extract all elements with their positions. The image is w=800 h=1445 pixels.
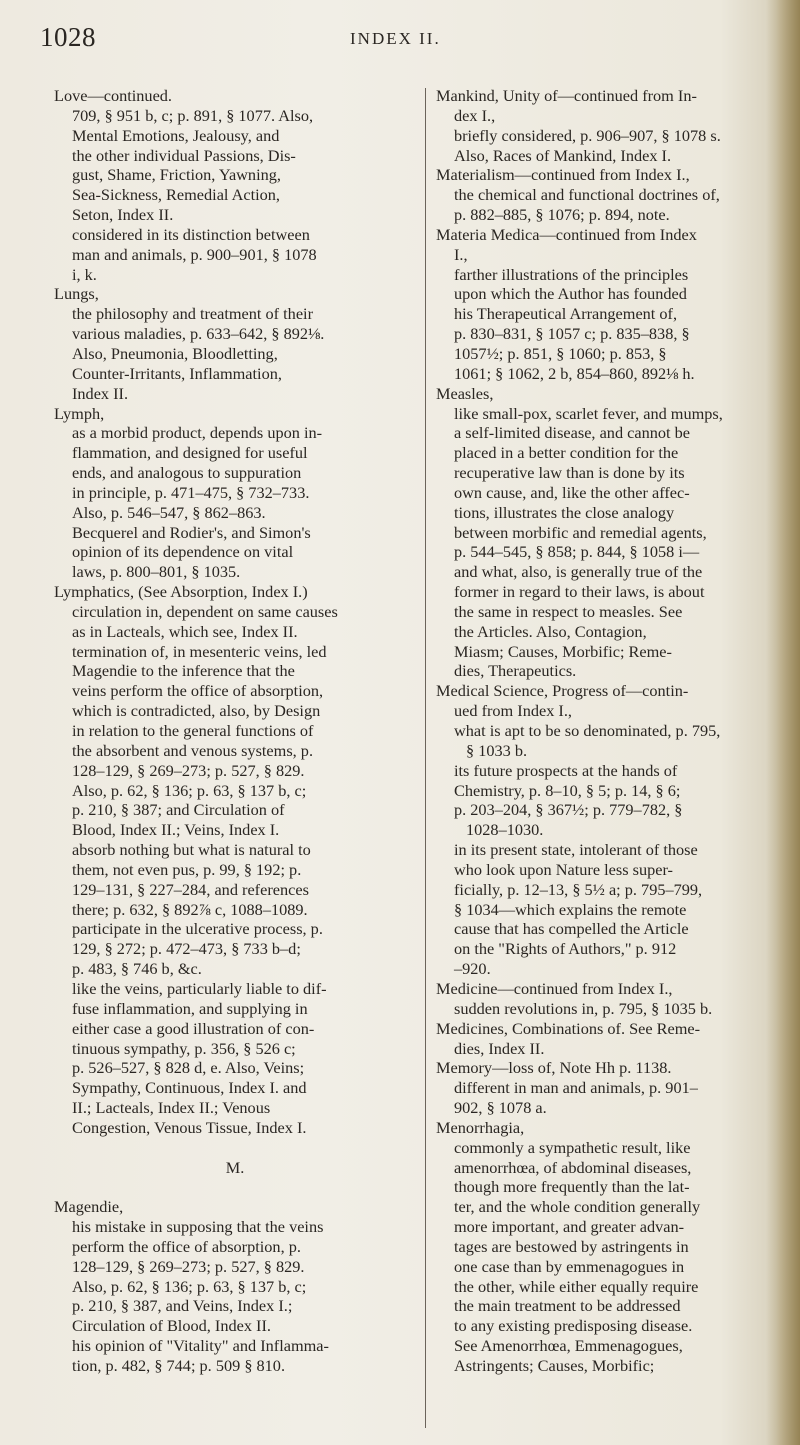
index-entry-line: I.,	[454, 244, 468, 264]
index-entry-line: II.; Lacteals, Index II.; Venous	[72, 1098, 271, 1118]
index-entry-heading: Measles,	[436, 383, 494, 403]
index-entry-line: placed in a better condition for the	[454, 443, 679, 463]
index-entry-heading: Lungs,	[54, 284, 99, 304]
index-entry-line: Also, Races of Mankind, Index I.	[454, 145, 672, 165]
index-entry-line: either case a good illustration of con-	[72, 1018, 315, 1038]
index-entry-line: dex I.,	[454, 105, 496, 125]
index-entry-line: circulation in, dependent on same causes	[72, 601, 338, 621]
index-entry-line: p. 526–527, § 828 d, e. Also, Veins;	[72, 1058, 305, 1078]
index-entry-line: between morbific and remedial agents,	[454, 522, 707, 542]
index-entry-line: like the veins, particularly liable to dif-	[72, 978, 327, 998]
index-entry-line: tages are bestowed by astringents in	[454, 1236, 689, 1256]
index-entry-line: own cause, and, like the other affec-	[454, 482, 690, 502]
index-entry-heading: Materialism—continued from Index I.,	[436, 165, 690, 185]
index-entry-line	[54, 1177, 416, 1197]
index-entry-line: laws, p. 800–801, § 1035.	[72, 562, 241, 582]
index-entry-line: flammation, and designed for useful	[72, 443, 308, 463]
index-entry-line: his opinion of "Vitality" and Inflamma-	[72, 1336, 329, 1356]
index-entry-line: Seton, Index II.	[72, 205, 174, 225]
index-entry-heading: Materia Medica—continued from Index	[436, 224, 697, 244]
right-column	[436, 86, 786, 1376]
index-entry-line: recuperative law than is done by its	[454, 463, 685, 483]
index-entry-line: Sea-Sickness, Remedial Action,	[72, 185, 280, 205]
index-entry-line: termination of, in mesenteric veins, led	[72, 641, 327, 661]
index-entry-heading: Medicine—continued from Index I.,	[436, 978, 673, 998]
index-entry-line: like small-pox, scarlet fever, and mumps,	[454, 403, 723, 423]
index-entry-line: Also, Pneumonia, Bloodletting,	[72, 343, 278, 363]
index-entry-heading: Lymph,	[54, 403, 105, 423]
index-entry-line: Becquerel and Rodier's, and Simon's	[72, 522, 311, 542]
index-entry-line: 1057½; p. 851, § 1060; p. 853, §	[454, 343, 667, 363]
index-entry-line: his mistake in supposing that the veins	[72, 1217, 324, 1237]
index-entry-line: Circulation of Blood, Index II.	[72, 1316, 271, 1336]
index-entry-line: tinuous sympathy, p. 356, § 526 c;	[72, 1038, 296, 1058]
index-entry-heading: Mankind, Unity of—continued from In-	[436, 86, 697, 105]
index-entry-line: Sympathy, Continuous, Index I. and	[72, 1078, 307, 1098]
index-entry-line: upon which the Author has founded	[454, 284, 687, 304]
index-entry-heading: Lymphatics, (See Absorption, Index I.)	[54, 582, 308, 602]
index-entry-heading: Medical Science, Progress of—contin-	[436, 681, 689, 701]
index-entry-line: man and animals, p. 900–901, § 1078	[72, 244, 317, 264]
index-entry-heading: Menorrhagia,	[436, 1117, 525, 1137]
index-entry-line: sudden revolutions in, p. 795, § 1035 b.	[454, 998, 713, 1018]
index-entry-line: considered in its distinction between	[72, 224, 310, 244]
index-entry-line: Blood, Index II.; Veins, Index I.	[72, 820, 280, 840]
index-entry-heading: Magendie,	[54, 1197, 124, 1217]
index-entry-line: amenorrhœa, of abdominal diseases,	[454, 1157, 692, 1177]
index-entry-line: absorb nothing but what is natural to	[72, 840, 311, 860]
index-entry-line: Mental Emotions, Jealousy, and	[72, 125, 280, 145]
index-entry-line: perform the office of absorption, p.	[72, 1236, 301, 1256]
index-entry-line: gust, Shame, Friction, Yawning,	[72, 165, 281, 185]
index-entry-line: Magendie to the inference that the	[72, 661, 295, 681]
index-entry-line: former in regard to their laws, is about	[454, 582, 705, 602]
index-entry-line: commonly a sympathetic result, like	[454, 1137, 691, 1157]
index-entry-line: Index II.	[72, 383, 129, 403]
index-entry-line: 902, § 1078 a.	[454, 1098, 547, 1118]
index-entry-line: 128–129, § 269–273; p. 527, § 829.	[72, 1256, 305, 1276]
index-entry-line: the other individual Passions, Dis-	[72, 145, 296, 165]
index-entry-line: as a morbid product, depends upon in-	[72, 423, 323, 443]
index-entry-line: different in man and animals, p. 901–	[454, 1078, 698, 1098]
index-entry-line: Congestion, Venous Tissue, Index I.	[72, 1117, 307, 1137]
index-entry-line	[54, 1138, 416, 1158]
index-entry-line: in principle, p. 471–475, § 732–733.	[72, 482, 310, 502]
index-entry-line: various maladies, p. 633–642, § 892⅛.	[72, 324, 325, 344]
running-title: INDEX II.	[350, 29, 441, 48]
index-entry-line: 129, § 272; p. 472–473, § 733 b–d;	[72, 939, 301, 959]
index-entry-line: opinion of its dependence on vital	[72, 542, 294, 562]
index-entry-line: ends, and analogous to suppuration	[72, 463, 302, 483]
index-entry-line: Counter-Irritants, Inflammation,	[72, 363, 282, 383]
index-entry-heading: Memory—loss of, Note Hh p. 1138.	[436, 1058, 672, 1078]
index-entry-line: participate in the ulcerative process, p.	[72, 919, 323, 939]
index-entry-line: p. 210, § 387, and Veins, Index I.;	[72, 1296, 293, 1316]
index-entry-heading: Medicines, Combinations of. See Reme-	[436, 1018, 701, 1038]
index-entry-heading: M.	[225, 1157, 245, 1177]
index-entry-line: tions, illustrates the close analogy	[454, 502, 675, 522]
index-entry-line: p. 203–204, § 367½; p. 779–782, §	[454, 800, 683, 820]
index-entry-line: in its present state, intolerant of those	[454, 840, 698, 860]
index-entry-line: § 1034—which explains the remote	[454, 899, 687, 919]
index-entry-line: Astringents; Causes, Morbific;	[454, 1356, 655, 1375]
index-entry-line: cause that has compelled the Article	[454, 919, 689, 939]
index-entry-line: to any existing predisposing disease.	[454, 1316, 693, 1336]
index-entry-line: p. 544–545, § 858; p. 844, § 1058 i—	[454, 542, 700, 562]
index-entry-line: the philosophy and treatment of their	[72, 304, 313, 324]
index-entry-line: the same in respect to measles. See	[454, 601, 683, 621]
index-entry-line: 129–131, § 227–284, and references	[72, 879, 309, 899]
index-entry-line: ter, and the whole condition generally	[454, 1197, 701, 1217]
index-entry-line: the other, while either equally require	[454, 1276, 699, 1296]
index-entry-line: more important, and greater advan-	[454, 1217, 685, 1237]
index-entry-line: –920.	[454, 959, 491, 979]
index-entry-line: fuse inflammation, and supplying in	[72, 998, 308, 1018]
index-entry-line: Miasm; Causes, Morbific; Reme-	[454, 641, 672, 661]
index-entry-line: § 1033 b.	[466, 740, 528, 760]
index-entry-line: the Articles. Also, Contagion,	[454, 621, 647, 641]
index-entry-line: Also, p. 546–547, § 862–863.	[72, 502, 266, 522]
index-entry-line: 128–129, § 269–273; p. 527, § 829.	[72, 760, 305, 780]
index-entry-line: i, k.	[72, 264, 97, 284]
page-number: 1028	[40, 22, 96, 52]
index-entry-line: veins perform the office of absorption,	[72, 681, 324, 701]
index-entry-line: its future prospects at the hands of	[454, 760, 678, 780]
index-entry-line: and what, also, is generally true of the	[454, 562, 703, 582]
index-entry-line: a self-limited disease, and cannot be	[454, 423, 690, 443]
index-entry-line: his Therapeutical Arrangement of,	[454, 304, 678, 324]
index-entry-line: farther illustrations of the principles	[454, 264, 689, 284]
index-entry-line: 1028–1030.	[466, 820, 544, 840]
index-entry-line: them, not even pus, p. 99, § 192; p.	[72, 859, 302, 879]
index-entry-line: p. 210, § 387; and Circulation of	[72, 800, 285, 820]
index-entry-line: p. 830–831, § 1057 c; p. 835–838, §	[454, 324, 690, 344]
index-entry-line: Also, p. 62, § 136; p. 63, § 137 b, c;	[72, 1276, 307, 1296]
index-entry-line: tion, p. 482, § 744; p. 509 § 810.	[72, 1356, 286, 1375]
index-entry-line: in relation to the general functions of	[72, 721, 314, 740]
index-entry-line: there; p. 632, § 892⅞ c, 1088–1089.	[72, 899, 308, 919]
index-entry-line: p. 882–885, § 1076; p. 894, note.	[454, 205, 670, 225]
index-entry-line: 709, § 951 b, c; p. 891, § 1077. Also,	[72, 105, 314, 125]
index-entry-line: dies, Therapeutics.	[454, 661, 577, 681]
index-entry-line: who look upon Nature less super-	[454, 859, 673, 879]
index-entry-line: dies, Index II.	[454, 1038, 545, 1058]
index-entry-heading: Love—continued.	[54, 86, 173, 105]
column-divider	[425, 88, 426, 1428]
index-entry-line: p. 483, § 746 b, &c.	[72, 959, 202, 979]
index-entry-line: ficially, p. 12–13, § 5½ a; p. 795–799,	[454, 879, 703, 899]
index-entry-line: the absorbent and venous systems, p.	[72, 740, 314, 760]
index-entry-line: 1061; § 1062, 2 b, 854–860, 892⅛ h.	[454, 363, 695, 383]
index-entry-line: ued from Index I.,	[454, 701, 572, 721]
index-entry-line: what is apt to be so denominated, p. 795,	[454, 721, 721, 740]
index-entry-line: on the "Rights of Authors," p. 912	[454, 939, 677, 959]
index-entry-line: Also, p. 62, § 136; p. 63, § 137 b, c;	[72, 780, 307, 800]
left-column	[54, 86, 416, 1376]
index-entry-line: the main treatment to be addressed	[454, 1296, 681, 1316]
index-entry-line: one case than by emmenagogues in	[454, 1256, 685, 1276]
index-entry-line: Chemistry, p. 8–10, § 5; p. 14, § 6;	[454, 780, 681, 800]
index-entry-line: which is contradicted, also, by Design	[72, 701, 321, 721]
index-entry-line: briefly considered, p. 906–907, § 1078 s.	[454, 125, 721, 145]
page-header	[40, 22, 740, 62]
index-entry-line: See Amenorrhœa, Emmenagogues,	[454, 1336, 683, 1356]
index-entry-line: the chemical and functional doctrines of,	[454, 185, 720, 205]
index-entry-line: though more frequently than the lat-	[454, 1177, 690, 1197]
index-entry-line: as in Lacteals, which see, Index II.	[72, 621, 298, 641]
